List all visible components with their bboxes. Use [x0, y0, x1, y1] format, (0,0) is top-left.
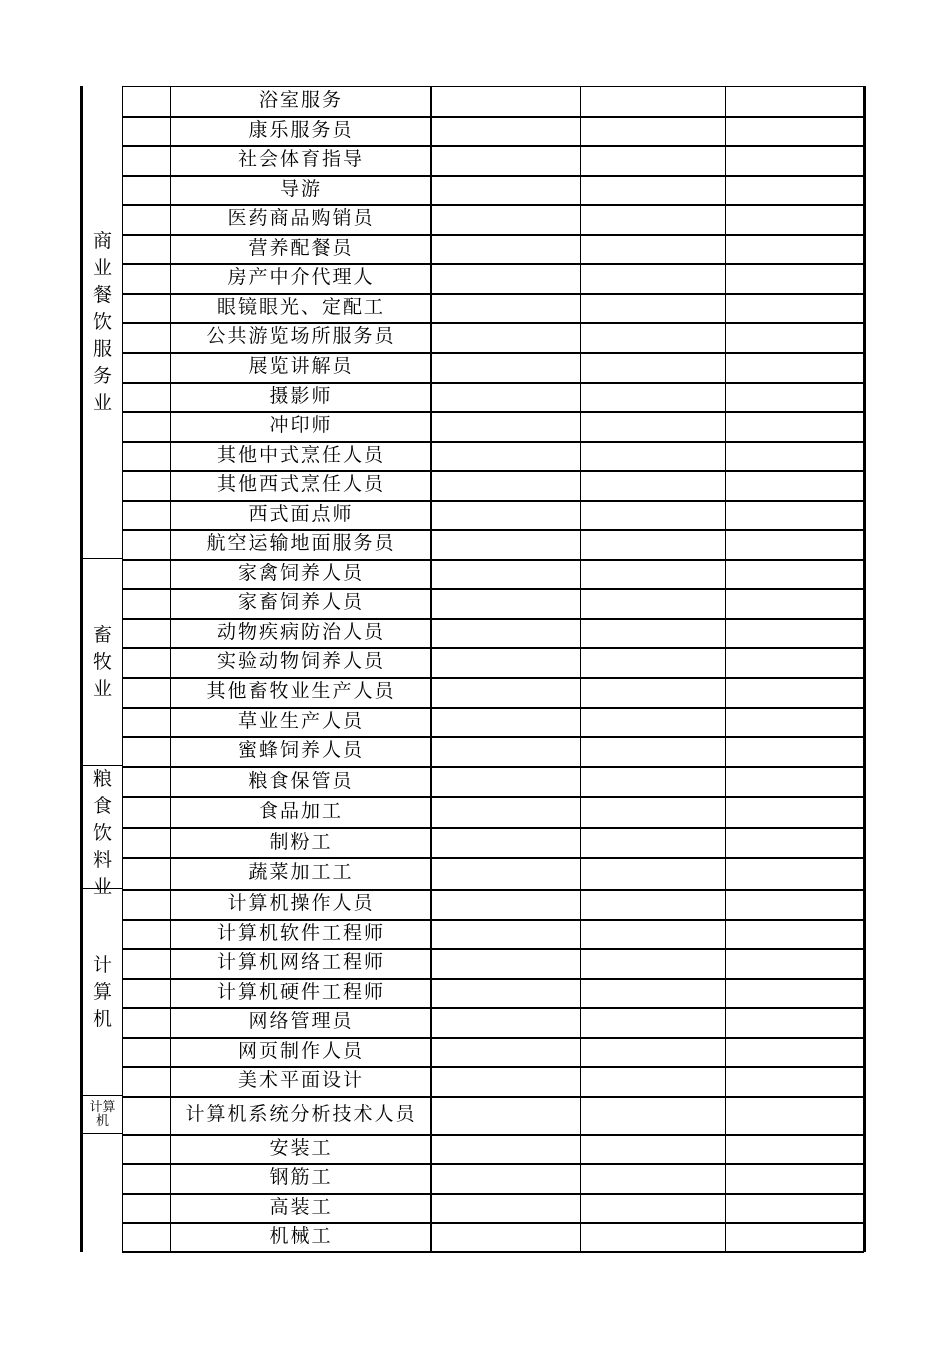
group-label: 畜 牧 业: [92, 623, 112, 700]
job-name-cell: 其他西式烹任人员: [216, 473, 385, 496]
group-label: 商 业 餐 饮 服 务 业: [92, 229, 112, 414]
job-name-cell: 摄影师: [269, 384, 333, 407]
job-name-cell: 航空运输地面服务员: [206, 532, 396, 555]
job-name-cell: 其他畜牧业生产人员: [206, 680, 396, 703]
job-name-cell: 展览讲解员: [248, 354, 354, 377]
job-name-cell: 草业生产人员: [237, 709, 364, 732]
column-divider: [725, 86, 726, 1252]
job-name-cell: 蜜蜂饲养人员: [237, 739, 364, 762]
job-name-cell: 网络管理员: [248, 1010, 354, 1033]
job-name-cell: 冲印师: [269, 414, 333, 437]
job-name-cell: 钢筋工: [269, 1166, 333, 1189]
job-name-cell: 公共游览场所服务员: [206, 325, 396, 348]
job-name-cell: 房产中介代理人: [227, 266, 375, 289]
job-name-cell: 安装工: [269, 1136, 333, 1159]
job-name-cell: 计算机硬件工程师: [216, 980, 385, 1003]
job-name-cell: 家禽饲养人员: [237, 561, 364, 584]
group-label: 粮 食 饮 料 业: [92, 767, 112, 898]
job-name-cell: 计算机网络工程师: [216, 951, 385, 974]
job-name-cell: 动物疾病防治人员: [216, 620, 385, 643]
job-name-cell: 制粉工: [269, 830, 333, 853]
job-name-cell: 导游: [279, 177, 322, 200]
job-name-cell: 食品加工: [258, 800, 343, 823]
job-name-cell: 计算机系统分析技术人员: [185, 1102, 417, 1125]
job-name-cell: 计算机软件工程师: [216, 921, 385, 944]
column-divider: [122, 86, 123, 1252]
job-name-cell: 高装工: [269, 1195, 333, 1218]
group-label: 计 算 机: [92, 953, 112, 1030]
job-name-cell: 实验动物饲养人员: [216, 650, 385, 673]
group-cell: [80, 766, 122, 898]
job-name-cell: 家畜饲养人员: [237, 591, 364, 614]
column-divider: [580, 86, 581, 1252]
job-name-cell: 浴室服务: [258, 89, 343, 111]
column-divider: [863, 86, 866, 1252]
job-name-cell: 眼镜眼光、定配工: [216, 295, 385, 318]
job-name-cell: 社会体育指导: [237, 148, 364, 171]
group-cell: [80, 889, 122, 1096]
job-name-cell: 网页制作人员: [237, 1039, 364, 1062]
job-name-cell: 康乐服务员: [248, 118, 354, 141]
group-cell: [80, 559, 122, 766]
job-name-cell: 营养配餐员: [248, 236, 354, 259]
job-table: [80, 86, 866, 1252]
group-cell: [80, 1134, 122, 1252]
job-name-cell: 医药商品购销员: [227, 207, 375, 230]
job-name-cell: 计算机操作人员: [227, 891, 375, 914]
group-cell: [80, 1096, 122, 1134]
job-name-cell: 其他中式烹任人员: [216, 443, 385, 466]
group-cell: [80, 86, 122, 559]
job-name-cell: 蔬菜加工工: [248, 861, 354, 884]
job-name-cell: 美术平面设计: [237, 1069, 364, 1092]
job-name-cell: 西式面点师: [248, 502, 354, 525]
job-name-cell: 机械工: [269, 1225, 333, 1248]
group-label: 计算机: [89, 1099, 116, 1129]
job-name-cell: 粮食保管员: [248, 769, 354, 792]
